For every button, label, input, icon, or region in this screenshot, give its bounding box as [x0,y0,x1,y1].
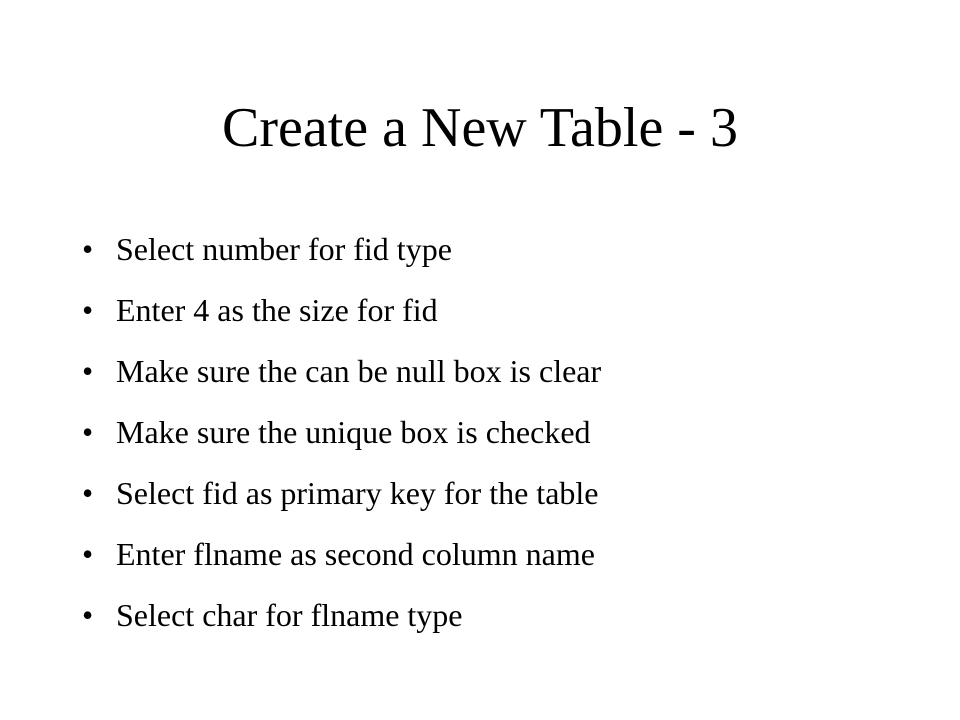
bullet-item [82,340,601,401]
bullet-item [82,462,601,523]
bullet-item [82,218,601,279]
bullet-dot-icon: • [82,352,94,389]
bullet-dot-icon: • [82,230,94,267]
bullet-text: Enter flname as second column name [116,535,595,572]
bullet-dot-icon: • [82,474,94,511]
bullet-text: Select fid as primary key for the table [116,474,599,511]
bullet-item [82,584,601,645]
bullet-dot-icon: • [82,291,94,328]
bullet-text: Make sure the unique box is checked [116,413,591,450]
bullet-dot-icon: • [82,413,94,450]
bullet-item [82,523,601,584]
bullet-item [82,401,601,462]
bullet-text: Make sure the can be null box is clear [116,352,602,389]
slide-title: Create a New Table - 3 [222,97,738,159]
bullet-dot-icon: • [82,596,94,633]
bullet-list [82,218,601,645]
bullet-text: Enter 4 as the size for fid [116,291,438,328]
bullet-text: Select number for fid type [116,230,452,267]
bullet-text: Select char for flname type [116,596,463,633]
bullet-dot-icon: • [82,535,94,572]
bullet-item [82,279,601,340]
